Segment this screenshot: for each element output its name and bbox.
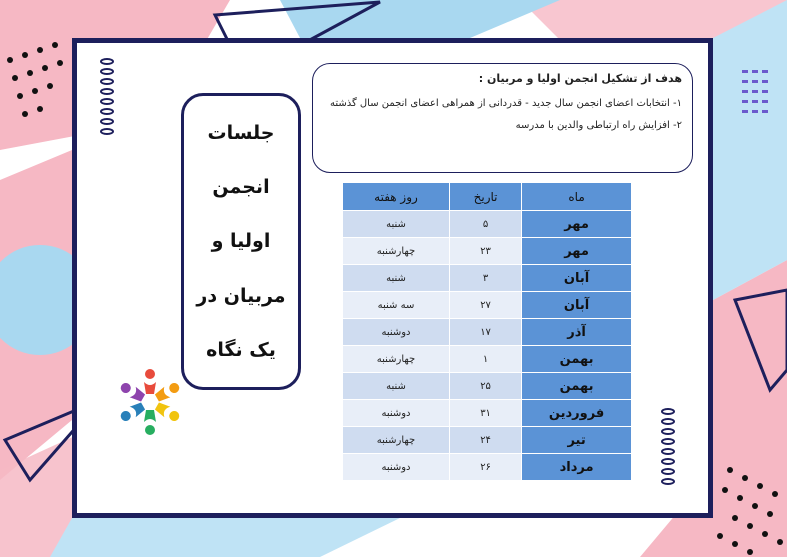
title-line: انجمن <box>212 176 270 199</box>
table-row <box>343 346 632 373</box>
title-box <box>181 93 301 390</box>
date-cell: ۱۷ <box>449 319 521 346</box>
table-row <box>343 319 632 346</box>
table-row <box>343 211 632 238</box>
weekday-cell: سه شنبه <box>343 292 450 319</box>
title-line: اولیا و <box>211 230 271 253</box>
month-cell: فروردین <box>522 400 632 427</box>
weekday-cell: شنبه <box>343 265 450 292</box>
date-cell: ۳ <box>449 265 521 292</box>
date-cell: ۱ <box>449 346 521 373</box>
month-cell: مهر <box>522 211 632 238</box>
weekday-cell: چهارشنبه <box>343 346 450 373</box>
table-header-row <box>343 183 632 211</box>
date-cell: ۲۳ <box>449 238 521 265</box>
table-row <box>343 454 632 481</box>
meeting-schedule-table <box>342 182 632 481</box>
month-cell: مرداد <box>522 454 632 481</box>
date-cell: ۳۱ <box>449 400 521 427</box>
weekday-cell: دوشنبه <box>343 454 450 481</box>
date-header: تاریخ <box>449 183 521 211</box>
table-row <box>343 373 632 400</box>
month-header: ماه <box>522 183 632 211</box>
date-cell: ۵ <box>449 211 521 238</box>
weekday-cell: دوشنبه <box>343 319 450 346</box>
title-line: مربیان در <box>196 284 286 307</box>
month-cell: مهر <box>522 238 632 265</box>
decorative-ovals-right <box>661 408 675 488</box>
goals-box <box>312 63 693 173</box>
weekday-cell: چهارشنبه <box>343 427 450 454</box>
community-logo-icon <box>112 364 188 440</box>
month-cell: آذر <box>522 319 632 346</box>
table-row <box>343 292 632 319</box>
weekday-cell: چهارشنبه <box>343 238 450 265</box>
weekday-cell: دوشنبه <box>343 400 450 427</box>
decorative-ovals-left <box>100 58 114 138</box>
table-row <box>343 265 632 292</box>
date-cell: ۲۴ <box>449 427 521 454</box>
table-row <box>343 400 632 427</box>
date-cell: ۲۶ <box>449 454 521 481</box>
goal-item: ۱- انتخابات اعضای انجمن سال جدید - قدردانی از همراهی اعضای انجمن سال گذشته <box>329 98 682 109</box>
goals-heading: هدف از تشکیل انجمن اولیا و مربیان : <box>478 72 682 85</box>
month-cell: آبان <box>522 292 632 319</box>
goal-item: ۲- افزایش راه ارتباطی والدین با مدرسه <box>515 120 682 131</box>
table-row <box>343 238 632 265</box>
month-cell: بهمن <box>522 373 632 400</box>
month-cell: آبان <box>522 265 632 292</box>
month-cell: تیر <box>522 427 632 454</box>
title-line: یک نگاه <box>206 338 276 361</box>
title-line: جلسات <box>207 122 275 145</box>
month-cell: بهمن <box>522 346 632 373</box>
weekday-cell: شنبه <box>343 211 450 238</box>
weekday-cell: شنبه <box>343 373 450 400</box>
table-row <box>343 427 632 454</box>
weekday-header: روز هفته <box>343 183 450 211</box>
date-cell: ۲۵ <box>449 373 521 400</box>
date-cell: ۲۷ <box>449 292 521 319</box>
